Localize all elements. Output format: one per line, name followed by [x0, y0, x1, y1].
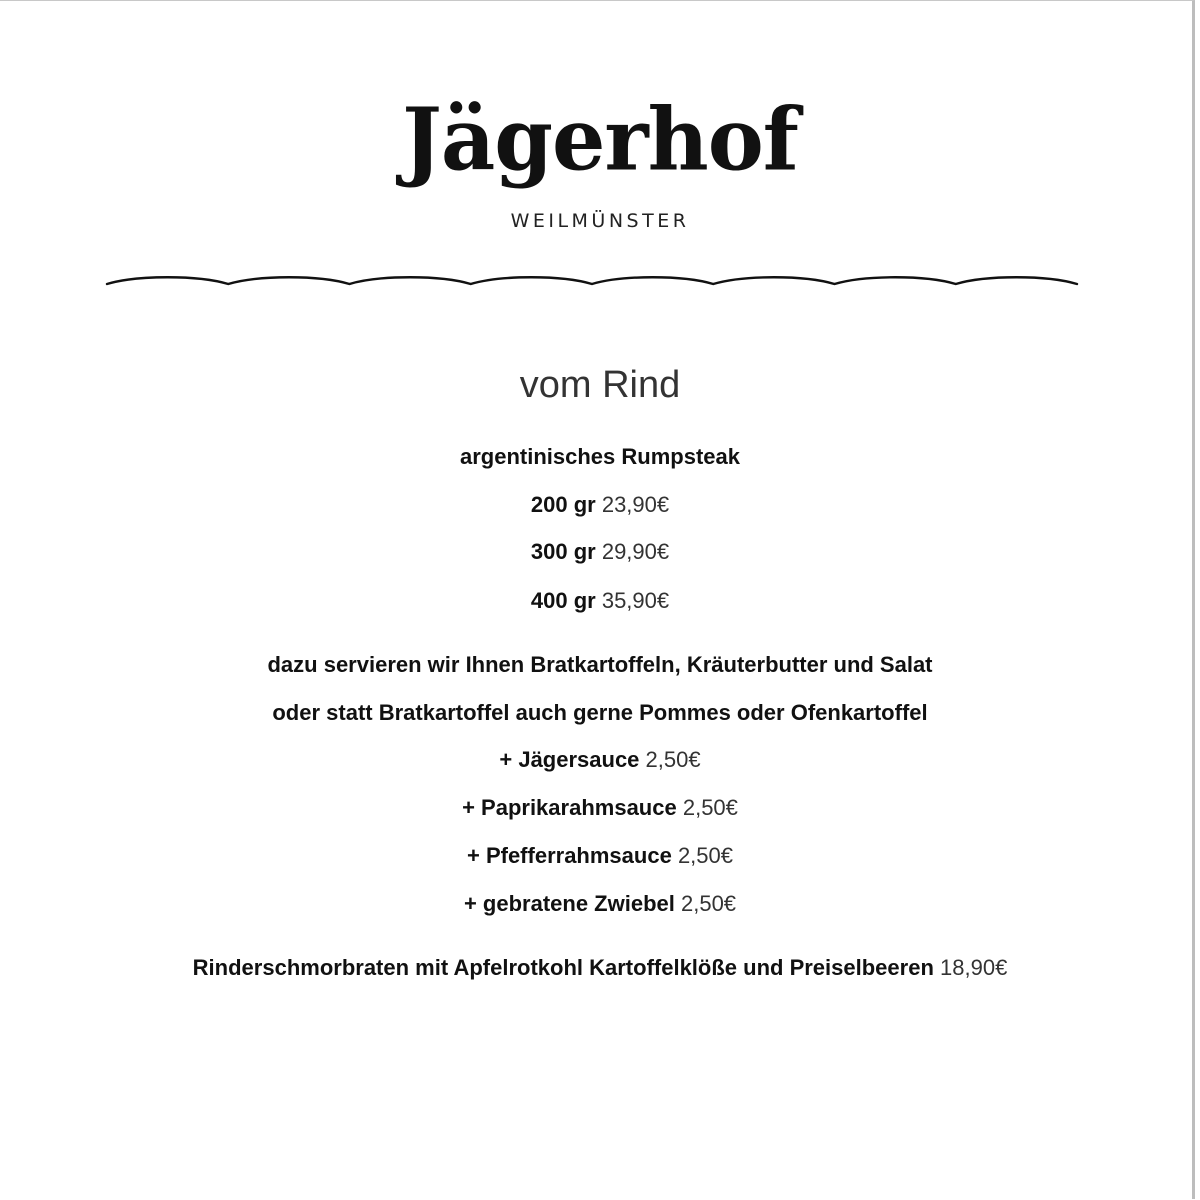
extra-row [0, 795, 1200, 821]
sides-line: dazu servieren wir Ihnen Bratkartoffeln, Kräuterbutter und Salat [267, 652, 933, 677]
extra-name: + gebratene Zwiebel [463, 891, 675, 916]
extra-name: + Jägersauce [499, 747, 640, 772]
dish-name: Rinderschmorbraten mit Apfelrotkohl Kartoffelklöße und Preiselbeeren [192, 955, 934, 980]
extra-name: + Paprikarahmsauce [462, 795, 677, 820]
extra-price: 2,50€ [645, 747, 701, 772]
steak-weight: 200 gr [530, 492, 596, 517]
extra-price: 2,50€ [682, 795, 738, 820]
steak-price: 23,90€ [601, 492, 670, 517]
extra-row [0, 891, 1200, 917]
steak-price: 35,90€ [601, 588, 670, 613]
dish-row [0, 955, 1200, 981]
steak-size-row [0, 539, 1200, 565]
restaurant-location: WEILMÜNSTER [510, 210, 690, 232]
extra-price: 2,50€ [680, 891, 737, 916]
extra-row [0, 747, 1200, 773]
steak-weight: 400 gr [530, 588, 596, 613]
extra-row [0, 843, 1200, 869]
sides-line: oder statt Bratkartoffel auch gerne Pommes oder Ofenkartoffel [272, 700, 928, 725]
section-title: vom Rind [519, 364, 681, 406]
steak-size-row [0, 588, 1200, 614]
steak-name: argentinisches Rumpsteak [460, 444, 740, 469]
extra-price: 2,50€ [677, 843, 733, 868]
restaurant-logo: Jägerhof [402, 89, 798, 190]
steak-weight: 300 gr [530, 539, 596, 564]
steak-size-row [0, 492, 1200, 518]
wave-divider [104, 268, 1080, 296]
steak-price: 29,90€ [601, 539, 670, 564]
extra-name: + Pfefferrahmsauce [466, 843, 672, 868]
dish-price: 18,90€ [940, 955, 1008, 980]
